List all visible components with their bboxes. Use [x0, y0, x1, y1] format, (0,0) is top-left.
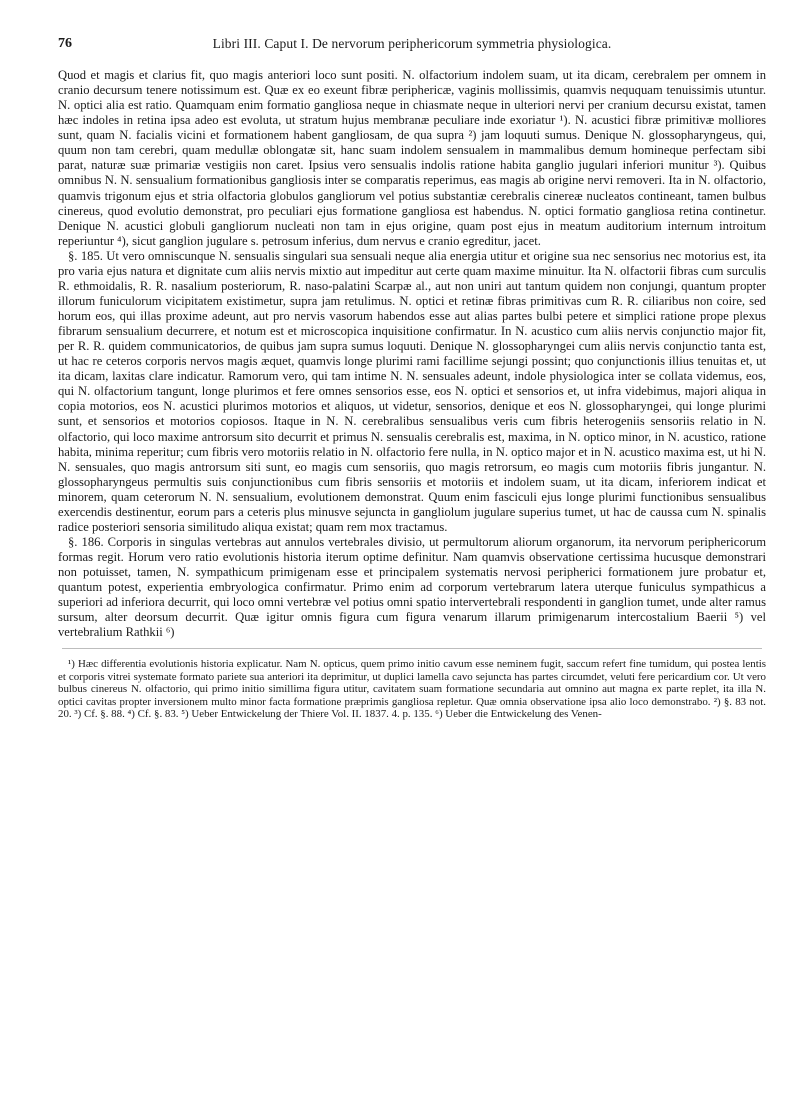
paragraph: §. 186. Corporis in singulas vertebras aut annulos vertebrales divisio, ut permultorum aliorum organorum, ita nervorum periphericorum formas regit. Horum vero ratio evolutionis historia iterum optime definitur. Nam quamvis observatione certissima hucusque demonstrari non potuisset, tamen, N. sympathicum primigenam esse et principalem systematis nervosi peripherici formationem jure probatur et, quantum potest, experientia embryologica confirmatur. Primo enim ad corporum vertebrarum latera uterque funiculus sympathicus a superiori ad inferiora decurrit, qui loco omni vertebræ vel potius omni spatio intervertebrali respondenti in ganglion tumet, unde alter ramus sursum, alter deorsum decurrit. Quæ igitur omnis figura cum figura venarum illarum primigenarum intercostalium Baerii ⁵) vel vertebralium Rathkii ⁶) [58, 534, 766, 640]
page-header [58, 36, 766, 60]
footnotes [58, 658, 766, 720]
page-number: 76 [58, 36, 72, 51]
footnote: ¹) Hæc differentia evolutionis historia explicatur. Nam N. opticus, quem primo initio cavum esse neminem fugit, saccum refert fine tumidum, qui postea lentis et corporis vitrei systemate formato pariete sua anteriori ita deprimitur, ut duplici lamella cavo sejuncta has partes circumdet, veluti fere pericardium cor. Ut vero bulbus cinereus N. olfactorio, qui primo initio simillima figura utitur, cavitatem suam formatione secundaria aut omnino aut magna ex parte replet, ita illa N. optici cavitas propter inversionem multo minor facta formatione præprimis gangliosa repletur. Quæ omnia observatione ipsa alio loco demonstrabo. ²) §. 83 not. 20. ³) Cf. §. 88. ⁴) Cf. §. 83. ⁵) Ueber Entwickelung der Thiere Vol. II. 1837. 4. p. 135. ⁶) Ueber die Entwickelung des Venen- [58, 658, 766, 720]
paragraph: Quod et magis et clarius fit, quo magis anteriori loco sunt positi. N. olfactorium indolem suam, ut ita dicam, cerebralem per omnem in cranio decursum tenere notissimum est. Quæ ex eo exeunt fibræ periphericæ, vaginis mollissimis, quamvis neququam tenuissimis utuntur. N. optici alia est ratio. Quamquam enim formatio gangliosa neque in chiasmate neque in ulteriori nervi per cranium decursu existat, tamen hæc indoles in retina ipsa adeo est evoluta, ut stratum hujus membranæ peculiare inde exoriatur ¹). N. acustici fibræ primitivæ molliores sunt, quam N. facialis vicini et formationem habent gangliosam, de qua supra ²) jam loquuti sumus. Denique N. glossopharyngeus, qui, quum non tam cerebri, quam medullæ oblongatæ sit, hanc suam indolem sensualem in mammalibus demum homineque perfectam sibi parat, naturæ suæ primariæ vestigiis non caret. Ipsius vero sensualis indolis ratione habita ganglio jugulari inferiori munitur ³). Quibus omnibus N. N. sensualium formationibus gangliosis inter se comparatis reperimus, eas magis ab origine nervi removeri. Ita in N. olfactorio, quamvis trigonum ejus et stria olfactoria globulos gangliorum vel potius substantiæ cerebralis cinereæ nucleatos contineant, tamen bulbus cinereus, quod evolutio demonstrat, pro peculiari ejus formatione gangliosa est habendus. N. optici formatio gangliosa retina continetur. Denique N. acustici globuli gangliorum nucleati non tam in ejus origine, quam post ejus in meatum auditorium internum introitum reperiuntur ⁴), sicut ganglion jugulare s. petrosum inferius, dum nervus e cranio egreditur, jacet. [58, 68, 766, 248]
footnote-divider [62, 648, 762, 650]
paragraph: §. 185. Ut vero omniscunque N. sensualis singulari sua sensuali neque alia energia utitur et origine sua nec sensorius nec motorius est, ita pro varia ejus natura et dignitate cum aliis nervis mixtio aut impeditur aut certe quam maxime minuitur. Ita N. olfactorii fibras cum surculis R. ethmoidalis, R. R. nasalium posteriorum, R. naso-palatini Scarpæ al., aut non uniri aut tantum quidem non conjungi, quantum propter illorum funiculorum vicipitatem existimetur, supra jam retulimus. N. optici et retinæ fibras primitivas cum R. R. ciliaribus non coire, sed horum eos, qui illas proxime adeunt, aut pro nervis vasorum habendos esse aut alias partes bulbi petere et simplici ratione prope plexus fibrarum sensualium decurrere, et notum est et microscopica inquisitione confirmatur. In N. acustico cum aliis nervis conjunctio major fit, per R. R. quidem communicatorios, de quibus jam supra sumus loquuti. Denique N. glossopharyngei cum aliis nervis conjunctio tanta est, ut hac re ceteros corporis nervos magis æquet, quamvis longe plurimi rami facillime sejungi possint; quo conjunctionis illius tenuitas et, ut ita dicam, laxitas clare indicatur. Ramorum vero, qui tam intime N. N. sensuales adeunt, indole physiologica inter se collata videmus, eos, qui N. olfactorium tangunt, longe plurimos et fere omnes sensorios esse, eos N. optici et sensorios et, ut infra videbimus, majori aliqua in copia motorios, eos N. acustici plurimos motorios et aliquos, ut videtur, sensorios, denique et eos N. glossopharyngei, qui longe plurimi sunt, et sensorios et motorios copiosos. Itaque in N. N. cerebralibus sensualibus veris cum fibris heterogeniis sensoriis relatio in N. olfactorio, qui loco maxime antrorsum sito decurrit et primus N. sensualis cerebralis est, maxima, in N. optico minor, in N. acustico, ratione habita, minima reperitur; cum fibris vero motoriis relatio in N. olfactorio fere nulla, in N. optico major et in N. acustico maxima est, ut hi N. N. sensuales, quo magis antrorsum siti sunt, eo magis cum sensoriis, quo magis retrorsum, eo magis cum motoriis fibris jungantur. N. glossopharyngeus permultis suis conjunctionibus cum fibris sensoriis et motoriis et indolem suam, ut ita dicam, inferiorem indicat et minorem, quam ceterorum N. N. sensualium, evolutionem demonstrat. Quum enim fasciculi ejus longe plurimi functionibus sensualibus exercendis destinentur, eorum pars a ceteris plus minusve sejuncta in gangliolum jugulare superius tumet, ut hac de caussa cum N. spinalis radice posteriori sensoria similitudo aliqua existat; quam rem mox tractamus. [58, 248, 766, 534]
main-text [58, 68, 766, 640]
running-title: Libri III. Caput I. De nervorum periphericorum symmetria physiologica. [212, 36, 612, 51]
